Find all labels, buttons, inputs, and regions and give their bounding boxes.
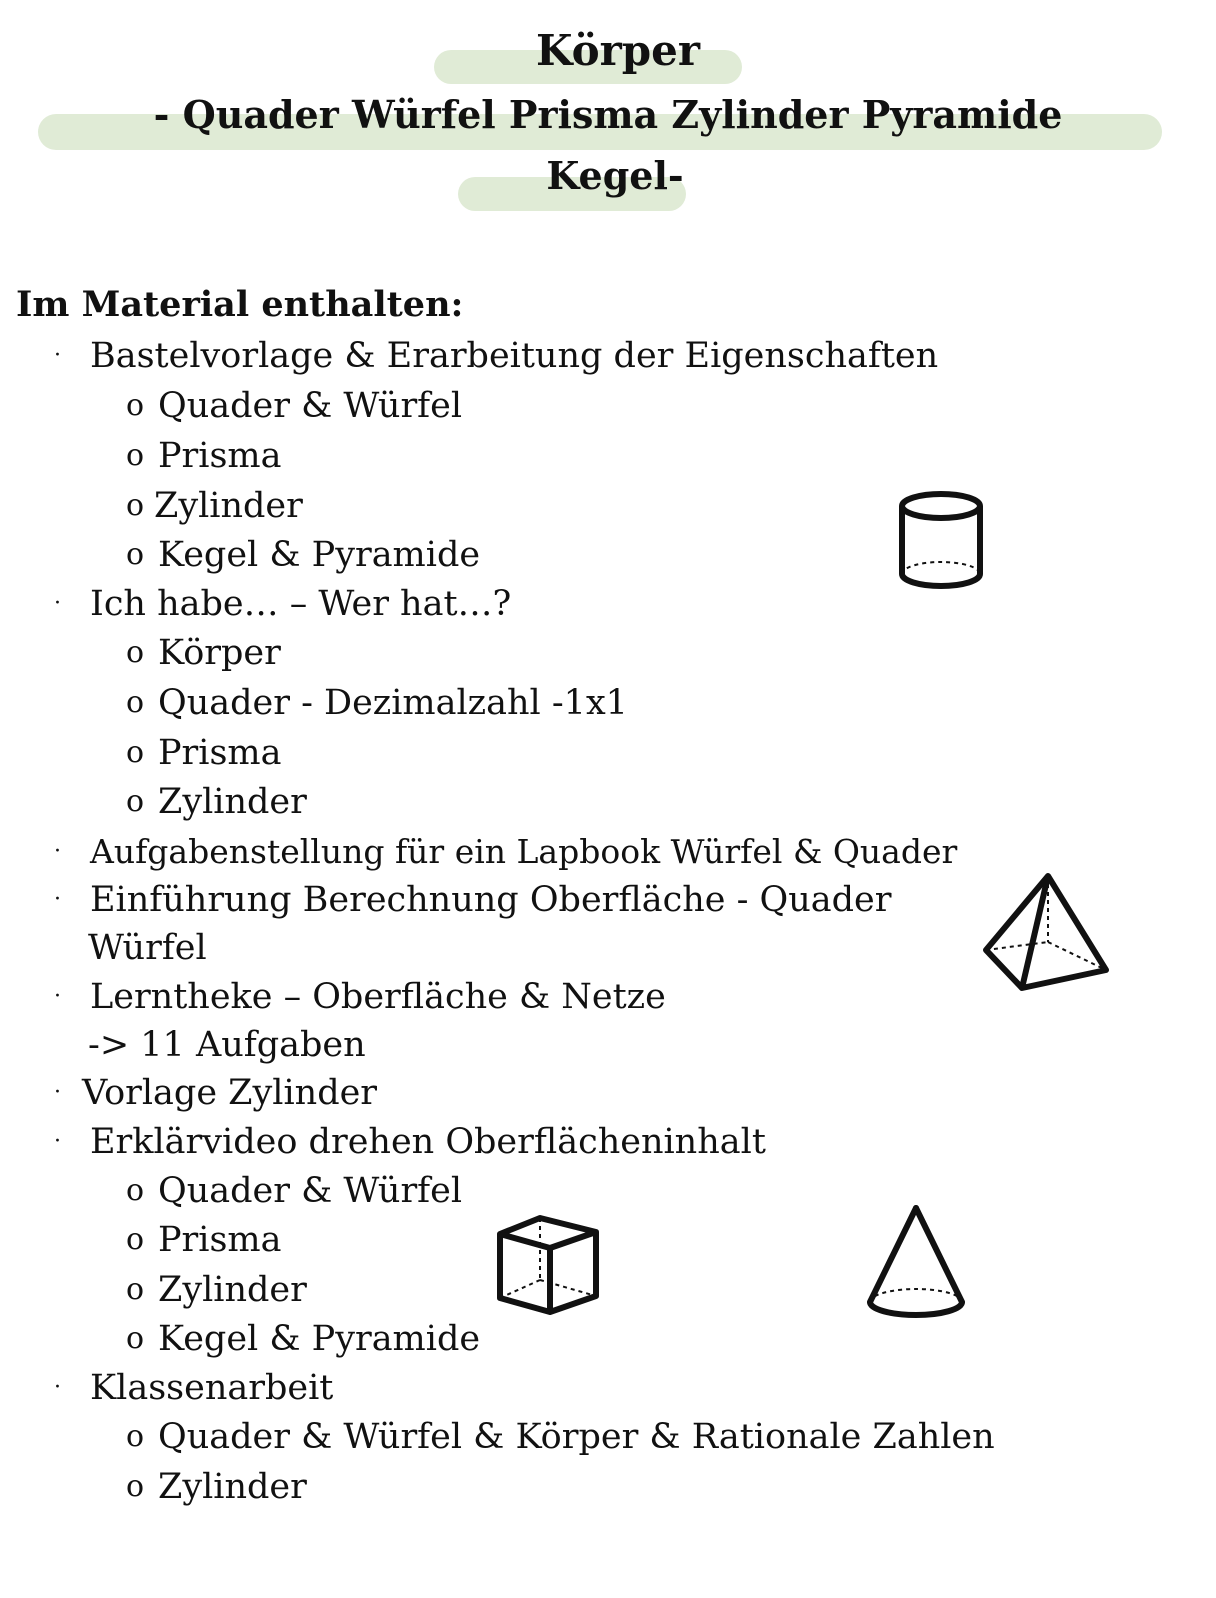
bullet-marker: · — [54, 1129, 61, 1154]
circle-marker: o — [126, 388, 145, 423]
circle-marker: o — [126, 784, 145, 819]
circle-marker: o — [126, 685, 145, 720]
section-heading: Im Material enthalten: — [16, 284, 464, 325]
sub-list-item: Kegel & Pyramide — [158, 1319, 481, 1359]
list-item: Lerntheke – Oberfläche & Netze — [90, 977, 666, 1017]
sub-list-item: Prisma — [158, 733, 282, 773]
cone-icon — [864, 1202, 968, 1326]
circle-marker: o — [126, 635, 145, 670]
title-line-3: Kegel- — [546, 153, 684, 198]
bullet-marker: · — [54, 1080, 61, 1105]
bullet-marker: · — [54, 1375, 61, 1400]
bullet-marker: · — [54, 887, 61, 912]
circle-marker: o — [126, 438, 145, 473]
sub-list-item: Körper — [158, 633, 281, 673]
title-line-2: - Quader Würfel Prisma Zylinder Pyramide — [153, 92, 1063, 137]
list-item-continuation: -> 11 Aufgaben — [88, 1025, 366, 1065]
circle-marker: o — [126, 488, 145, 523]
sub-list-item: Quader & Würfel & Körper & Rationale Zahlen — [158, 1417, 995, 1457]
list-item: Bastelvorlage & Erarbeitung der Eigenschaften — [90, 336, 939, 376]
sub-list-item: Quader - Dezimalzahl -1x1 — [158, 683, 628, 723]
list-item: Klassenarbeit — [90, 1368, 334, 1408]
circle-marker: o — [126, 1419, 145, 1454]
sub-list-item: Prisma — [158, 436, 282, 476]
list-item: Aufgabenstellung für ein Lapbook Würfel & Quader — [90, 832, 958, 871]
sub-list-item: Kegel & Pyramide — [158, 535, 481, 575]
bullet-marker: · — [54, 591, 61, 616]
sub-list-item: Zylinder — [158, 1467, 307, 1507]
sub-list-item: Zylinder — [158, 1270, 307, 1310]
pyramid-icon — [982, 870, 1112, 995]
sub-list-item: Zylinder — [158, 782, 307, 822]
bullet-marker: · — [54, 839, 61, 864]
sub-list-item: Quader & Würfel — [158, 386, 463, 426]
cylinder-icon — [896, 488, 986, 598]
circle-marker: o — [126, 1222, 145, 1257]
list-item-continuation: Würfel — [88, 928, 207, 968]
list-item: Vorlage Zylinder — [82, 1073, 378, 1113]
bullet-marker: · — [54, 984, 61, 1009]
sub-list-item: Quader & Würfel — [158, 1171, 463, 1211]
sub-list-item: Zylinder — [154, 486, 303, 526]
circle-marker: o — [126, 1469, 145, 1504]
circle-marker: o — [126, 1272, 145, 1307]
bullet-marker: · — [54, 343, 61, 368]
circle-marker: o — [126, 1173, 145, 1208]
circle-marker: o — [126, 537, 145, 572]
sub-list-item: Prisma — [158, 1220, 282, 1260]
list-item: Einführung Berechnung Oberfläche - Quader — [90, 880, 892, 920]
list-item: Ich habe… – Wer hat…? — [90, 584, 512, 624]
cube-icon — [494, 1208, 604, 1320]
circle-marker: o — [126, 1321, 145, 1356]
circle-marker: o — [126, 735, 145, 770]
list-item: Erklärvideo drehen Oberflächeninhalt — [90, 1122, 766, 1162]
title-line-1: Körper — [536, 26, 700, 75]
